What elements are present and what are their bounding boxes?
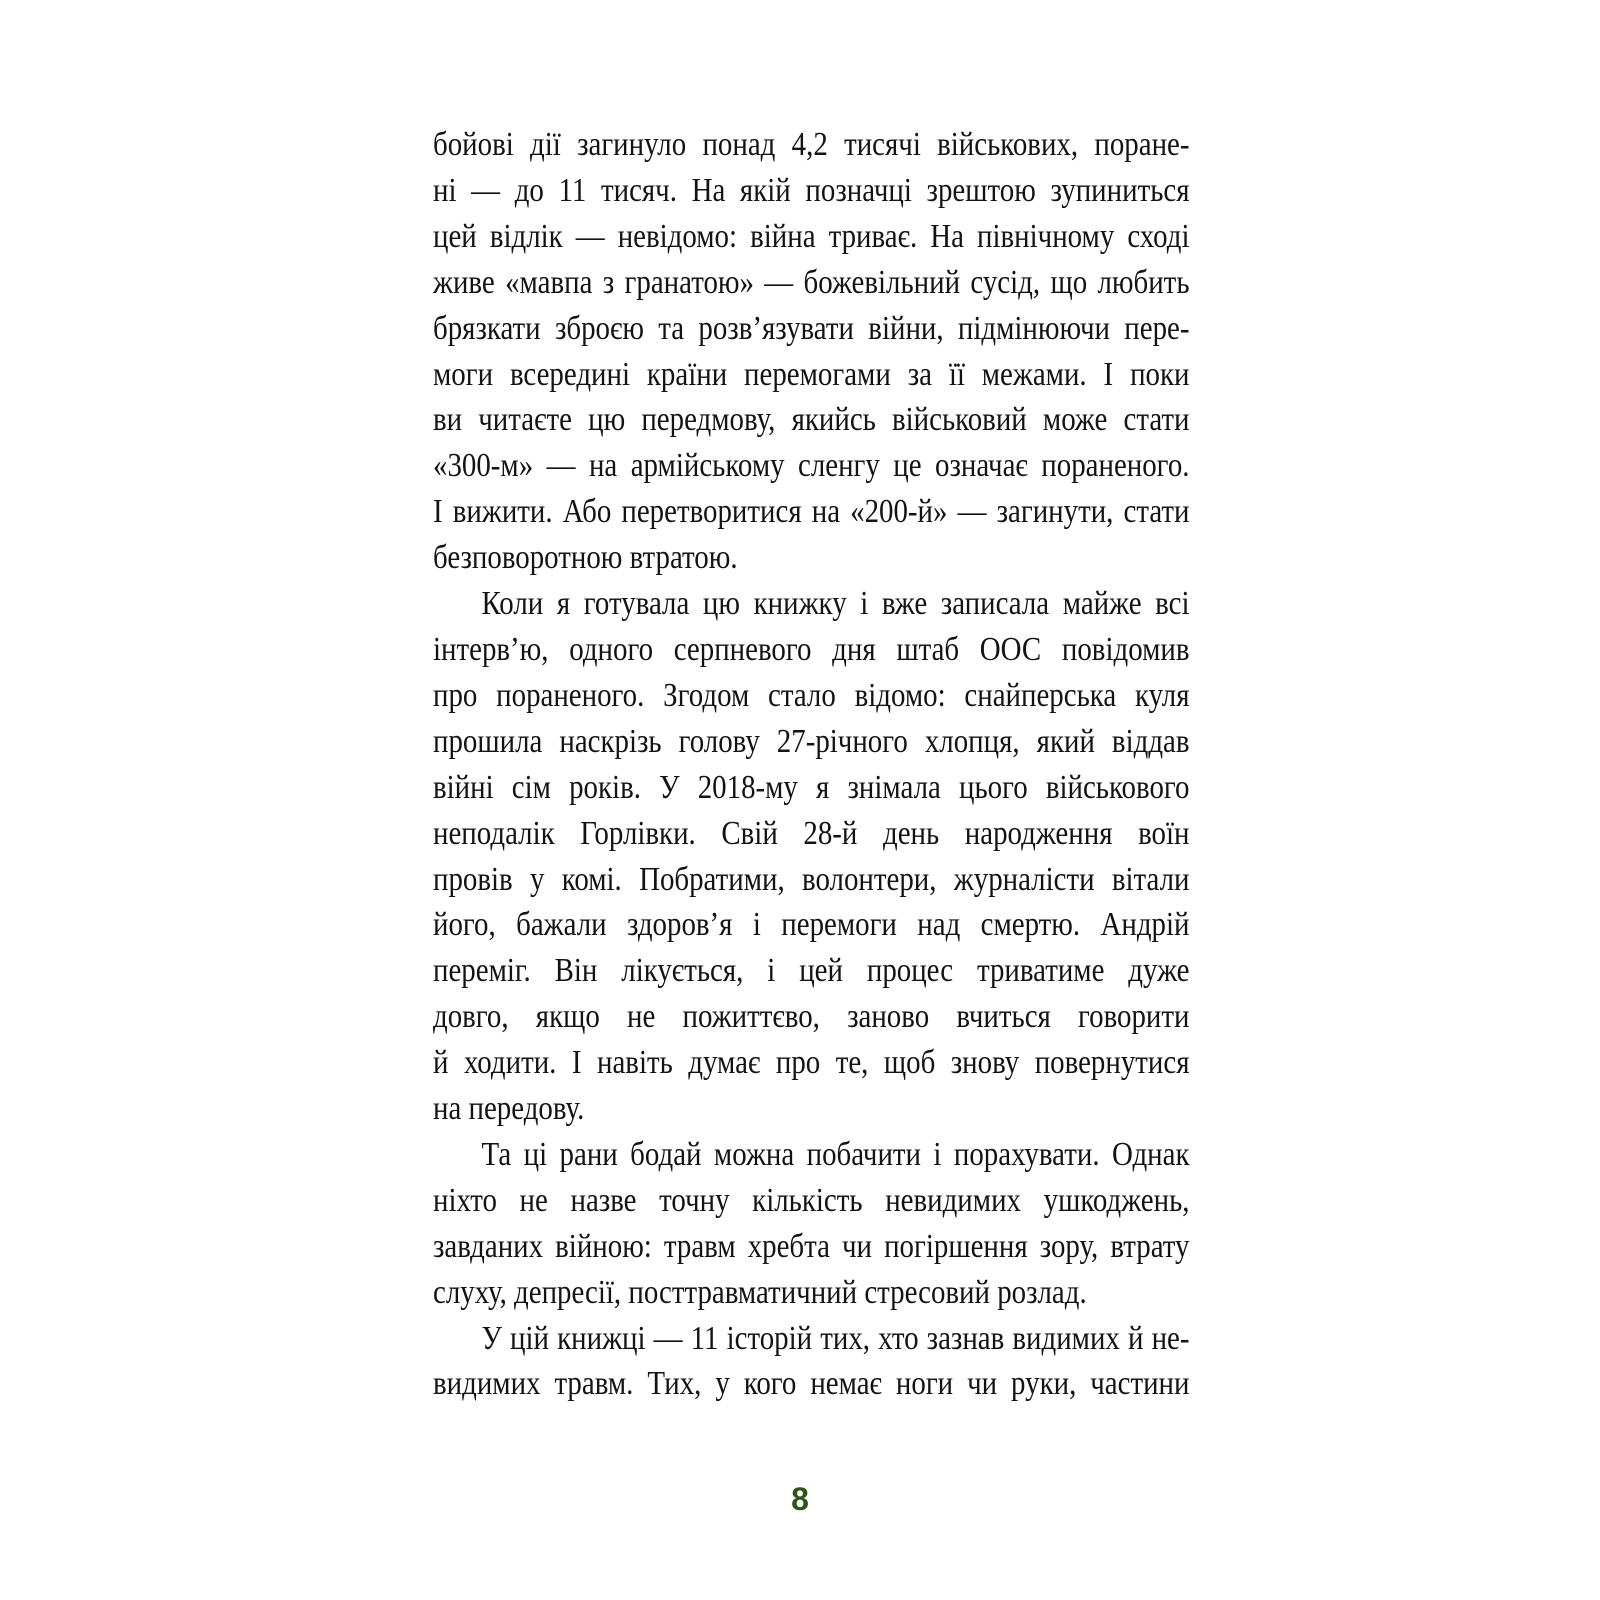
text-line: моги всередині країни перемогами за її межами. І поки bbox=[433, 355, 1190, 393]
text-line: Коли я готувала цю книжку і вже записала майже всі bbox=[481, 585, 1190, 623]
text-line: довго, якщо не пожиттєво, заново вчиться говорити bbox=[433, 998, 1190, 1036]
page-text-block bbox=[433, 122, 1190, 1407]
text-line: про пораненого. Згодом стало відомо: снайперська куля bbox=[433, 676, 1190, 714]
text-line: видимих травм. Тих, у кого немає ноги чи руки, частини bbox=[433, 1365, 1190, 1403]
text-line: війні сім років. У 2018-му я знімала цього військового bbox=[433, 768, 1190, 806]
text-line: ніхто не назве точну кількість невидимих ушкоджень, bbox=[433, 1181, 1190, 1219]
text-line: завданих війною: травм хребта чи погіршення зору, втрату bbox=[433, 1227, 1190, 1265]
text-line: І вижити. Або перетворитися на «200-й» — загинути, стати bbox=[433, 493, 1190, 531]
text-line: прошила наскрізь голову 27-річного хлопця, який віддав bbox=[433, 722, 1190, 760]
text-line: безповоротною втратою. bbox=[433, 539, 738, 577]
text-line: цей відлік — невідомо: війна триває. На північному сході bbox=[433, 217, 1190, 255]
text-line: бойові дії загинуло понад 4,2 тисячі військових, поране- bbox=[433, 126, 1190, 163]
paragraph bbox=[433, 1316, 1190, 1408]
text-line: ви читаєте цю передмову, якийсь військовий може стати bbox=[433, 401, 1190, 439]
text-line: брязкати зброєю та розв’язувати війни, підмінюючи пере- bbox=[433, 309, 1190, 347]
page-number: 8 bbox=[791, 1481, 809, 1517]
text-line: ні — до 11 тисяч. На якій позначці зрештою зупиниться bbox=[433, 171, 1190, 209]
text-line: неподалік Горлівки. Свій 28-й день народження воїн bbox=[433, 814, 1190, 852]
text-line: провів у комі. Побратими, волонтери, журналісти вітали bbox=[433, 860, 1190, 898]
text-line: інтерв’ю, одного серпневого дня штаб ООС повідомив bbox=[433, 630, 1190, 668]
paragraph bbox=[433, 581, 1190, 1132]
text-line: його, бажали здоров’я і перемоги над смертю. Андрій bbox=[433, 906, 1190, 944]
text-line: живе «мавпа з гранатою» — божевільний сусід, що любить bbox=[433, 263, 1190, 301]
text-line: Та ці рани бодай можна побачити і порахувати. Однак bbox=[481, 1135, 1190, 1173]
text-line: переміг. Він лікується, і цей процес триватиме дуже bbox=[433, 952, 1190, 990]
paragraph bbox=[433, 1132, 1190, 1316]
text-line: слуху, депресії, посттравматичний стресовий розлад. bbox=[433, 1273, 1087, 1311]
text-line: «300-м» — на армійському сленгу це означає пораненого. bbox=[433, 447, 1190, 485]
text-line: й ходити. І навіть думає про те, щоб знову повернутися bbox=[433, 1044, 1190, 1082]
text-line: У цій книжці — 11 історій тих, хто зазнав видимих й не- bbox=[481, 1319, 1190, 1357]
text-line: на передову. bbox=[433, 1090, 585, 1128]
paragraph bbox=[433, 122, 1190, 581]
